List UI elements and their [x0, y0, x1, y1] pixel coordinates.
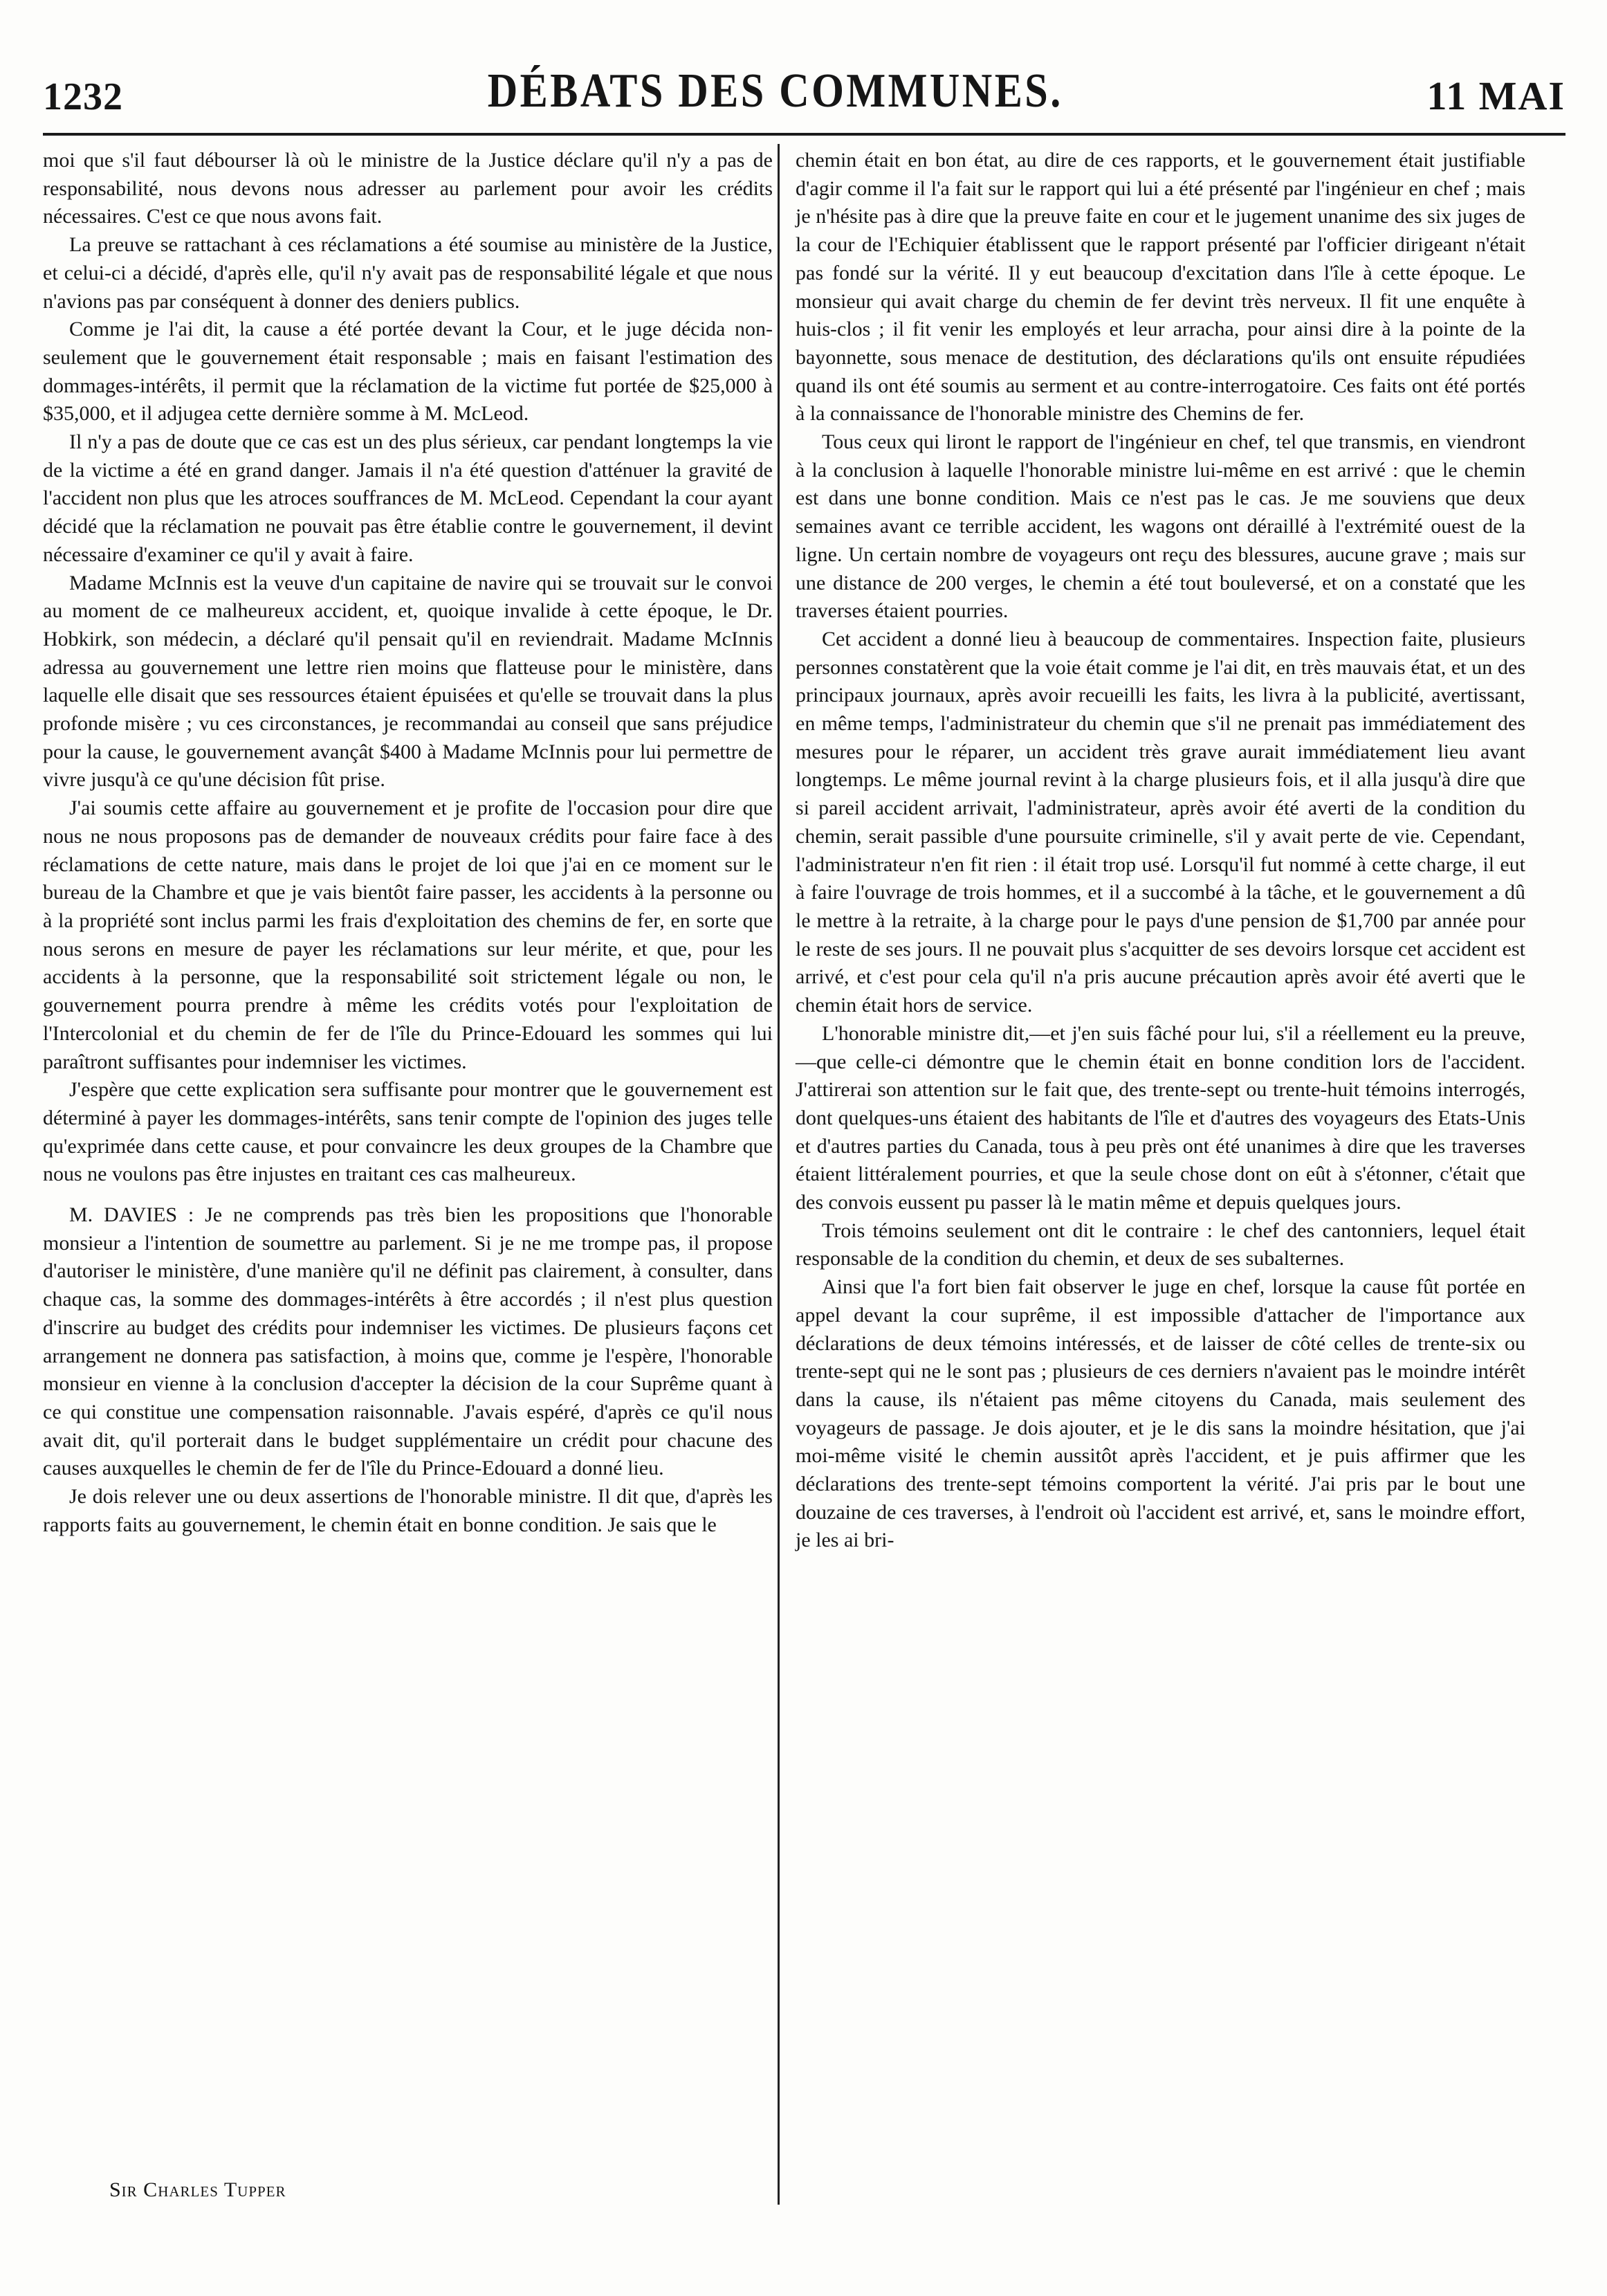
speaker-paragraph: M. DAVIES : Je ne comprends pas très bien les propositions que l'honorable monsieur a l'intention de soumettre au parlement. Si je ne me trompe pas, il propose d'autoriser le ministère, d'une manière qu'il ne définit pas clairement, à consulter, dans chaque cas, la somme des dommages-intérêts à être accordés ; il n'est plus question d'inscrire au budget des crédits pour indemniser les victimes. De plusieurs façons cet arrangement ne donnera pas satisfaction, à moins que, comme je l'espère, l'honorable monsieur en vienne à la conclusion d'accepter la décision de la cour Suprême quant à ce qui constitue une compensation raisonnable. J'avais espéré, d'après ce qu'il nous avait dit, qu'il porterait dans le budget supplémentaire un crédit pour chacune des causes auxquelles le chemin de fer de l'île du Prince-Edouard a donné lieu. — [43, 1203, 773, 1480]
paragraph: J'ai soumis cette affaire au gouvernement et je profite de l'occasion pour dire que nous ne nous proposons pas de demander de nouveaux crédits pour faire face à des réclamations de cette nature, mais dans le projet de loi que j'ai en ce moment sur le bureau de la Chambre et que je vais bientôt faire passer, les accidents à la personne ou à la propriété sont inclus parmi les frais d'exploitation des chemins de fer, en sorte que nous serons en mesure de payer les réclamations sur leur mérite, et que, pour les accidents à la personne, que la responsabilité soit strictement légale ou non, le gouvernement pourra prendre à même les crédits votés pour l'exploitation de l'Intercolonial et du chemin de fer de l'île du Prince-Edouard les sommes qui lui paraîtront suffisantes pour indemniser les victimes. — [43, 796, 773, 1073]
paragraph: J'espère que cette explication sera suffisante pour montrer que le gouvernement est déterminé à payer les dommages-intérêts, sans tenir compte de l'opinion des juges telle qu'exprimée dans cette cause, et pour convaincre les deux groupes de la Chambre que nous ne voulons pas être injustes en traitant ces cas malheureux. — [43, 1078, 773, 1186]
paragraph: chemin était en bon état, au dire de ces rapports, et le gouvernement était justifiable d'agir comme il l'a fait sur le rapport qui lui a été présenté par l'ingénieur en chef ; mais je n'hésite pas à dire que la preuve faite en cour et le jugement unanime des six juges de la cour de l'Echiquier établissent que le rapport présenté par l'officier dirigeant n'était pas fondé sur la vérité. Il y eut beaucoup d'excitation dans l'île à cette époque. Le monsieur qui avait charge du chemin de fer devint très nerveux. Il fit une enquête à huis-clos ; il fit venir les employés et leur arracha, pour ainsi dire à la pointe de la bayonnette, sous menace de destitution, des déclarations qu'ils ont ensuite répudiées quand ils ont été soumis au serment et au contre-interrogatoire. Ces faits ont été portés à la connaissance de l'honorable ministre des Chemins de fer. — [796, 149, 1525, 426]
paragraph: Trois témoins seulement ont dit le contraire : le chef des cantonniers, lequel était responsable de la condition du chemin, et deux de ses subalternes. — [796, 1219, 1525, 1270]
header-rule — [43, 133, 1565, 136]
paragraph: Madame McInnis est la veuve d'un capitaine de navire qui se trouvait sur le convoi au moment de ce malheureux accident, et, quoique invalide à cette époque, le Dr. Hobkirk, son médecin, a déclaré qu'il pensait qu'il en reviendrait. Madame McInnis adressa au gouvernement une lettre rien moins que flatteuse pour le ministère, dans laquelle elle disait que ses ressources étaient épuisées et qu'elle se trouvait dans la plus profonde misère ; vu ces circonstances, je recommandai au conseil que sans préjudice pour la cause, le gouvernement avançât $400 à Madame McInnis pour lui permettre de vivre jusqu'à ce qu'une décision fût prise. — [43, 571, 773, 792]
paragraph: Je dois relever une ou deux assertions de l'honorable ministre. Il dit que, d'après les rapports faits au gouvernement, le chemin était en bonne condition. Je sais que le — [43, 1485, 773, 1536]
running-header — [43, 64, 1565, 119]
paragraph: moi que s'il faut débourser là où le ministre de la Justice déclare qu'il n'y a pas de responsabilité, nous devons nous adresser au parlement pour avoir les crédits nécessaires. C'est ce que nous avons fait. — [43, 149, 773, 228]
journal-title: DÉBATS DES COMMUNES. — [487, 64, 1063, 118]
right-column — [796, 147, 1525, 1555]
page-signature: Sir Charles Tupper — [109, 2178, 286, 2201]
paragraph: La preuve se rattachant à ces réclamations a été soumise au ministère de la Justice, et celui-ci a décidé, d'après elle, qu'il n'y avait pas de responsabilité légale et que nous n'avions pas par conséquent à donner des deniers publics. — [43, 233, 773, 313]
paragraph: Comme je l'ai dit, la cause a été portée devant la Cour, et le juge décida non-seulement que le gouvernement était responsable ; mais en faisant l'estimation des dommages-intérêts, il permit que la réclamation de la victime fut portée de $25,000 à $35,000, et il adjugea cette dernière somme à M. McLeod. — [43, 318, 773, 426]
left-column — [43, 147, 773, 1539]
column-divider — [778, 144, 780, 2205]
paragraph: Il n'y a pas de doute que ce cas est un des plus sérieux, car pendant longtemps la vie de la victime a été en grand danger. Jamais il n'a été question d'atténuer la gravité de l'accident non plus que les atroces souffrances de M. McLeod. Cependant la cour ayant décidé que la réclamation ne pouvait pas être établie contre le gouvernement, il devint nécessaire d'examiner ce qu'il y avait à faire. — [43, 430, 773, 566]
paragraph: L'honorable ministre dit,—et j'en suis fâché pour lui, s'il a réellement eu la preuve,—que celle-ci démontre que le chemin était en bonne condition lors de l'accident. J'attirerai son attention sur le fait que, des trente-sept ou trente-huit témoins interrogés, dont quelques-uns étaient des habitants de l'île et d'autres des voyageurs des Etats-Unis et d'autres parties du Canada, tous à peu près ont été unanimes à dire que les traverses étaient littéralement pourries, et que la seule chose dont on eût à s'étonner, c'était que des convois eussent pu passer là le matin même et depuis quelques jours. — [796, 1021, 1525, 1214]
issue-date: 11 MAI — [1426, 73, 1565, 118]
page-number: 1232 — [43, 75, 123, 118]
paragraph: Ainsi que l'a fort bien fait observer le juge en chef, lorsque la cause fût portée en appel devant la cour suprême, il est impossible d'attacher de l'importance aux déclarations de deux témoins intéressés, et de laisser de côté celles de trente-six ou trente-sept qui ne le sont pas ; plusieurs de ces derniers n'avaient pas le moindre intérêt dans la cause, ils n'étaient pas même citoyens du Canada, mais seulement des voyageurs de passage. Je dois ajouter, et je le dis sans la moindre hésitation, que j'ai moi-même visité le chemin aussitôt après l'accident, et je puis affirmer que les déclarations des trente-sept témoins comportent la vérité. J'ai pris par le bout une douzaine de ces traverses, à l'endroit où l'accident est arrivé, et, sans le moindre effort, je les ai bri- — [796, 1275, 1525, 1552]
paragraph: Tous ceux qui liront le rapport de l'ingénieur en chef, tel que transmis, en viendront à la conclusion à laquelle l'honorable ministre lui-même en est arrivé : que le chemin est dans une bonne condition. Mais ce n'est pas le cas. Je me souviens que deux semaines avant ce terrible accident, les wagons ont déraillé à l'extrémité ouest de la ligne. Un certain nombre de voyageurs ont reçu des blessures, aucune grave ; mais sur une distance de 200 verges, le chemin a été tout bouleversé, et on a constaté que les traverses étaient pourries. — [796, 430, 1525, 623]
paragraph: Cet accident a donné lieu à beaucoup de commentaires. Inspection faite, plusieurs personnes constatèrent que la voie était comme je l'ai dit, en très mauvais état, et un des principaux journaux, après avoir recueilli les faits, les livra à la publicité, avertissant, en même temps, l'administrateur du chemin que s'il ne prenait pas immédiatement des mesures pour le réparer, un accident très grave aurait immédiatement lieu avant longtemps. Le même journal revint à la charge plusieurs fois, et il alla jusqu'à dire que si pareil accident arrivait, l'administrateur, après avoir été averti de la condition du chemin, serait passible d'une poursuite criminelle, s'il y avait perte de vie. Cependant, l'administrateur n'en fit rien : il était trop usé. Lorsqu'il fut nommé à cette charge, il eut à faire l'ouvrage de trois hommes, et il a succombé à la tâche, et le gouvernement a dû le mettre à la retraite, à la charge pour le pays d'une pension de $1,700 par année pour le reste de ses jours. Il ne pouvait plus s'acquitter de ses devoirs lorsque cet accident est arrivé, et c'est pour cela qu'il n'a pris aucune précaution après avoir été averti que le chemin était hors de service. — [796, 627, 1525, 1017]
